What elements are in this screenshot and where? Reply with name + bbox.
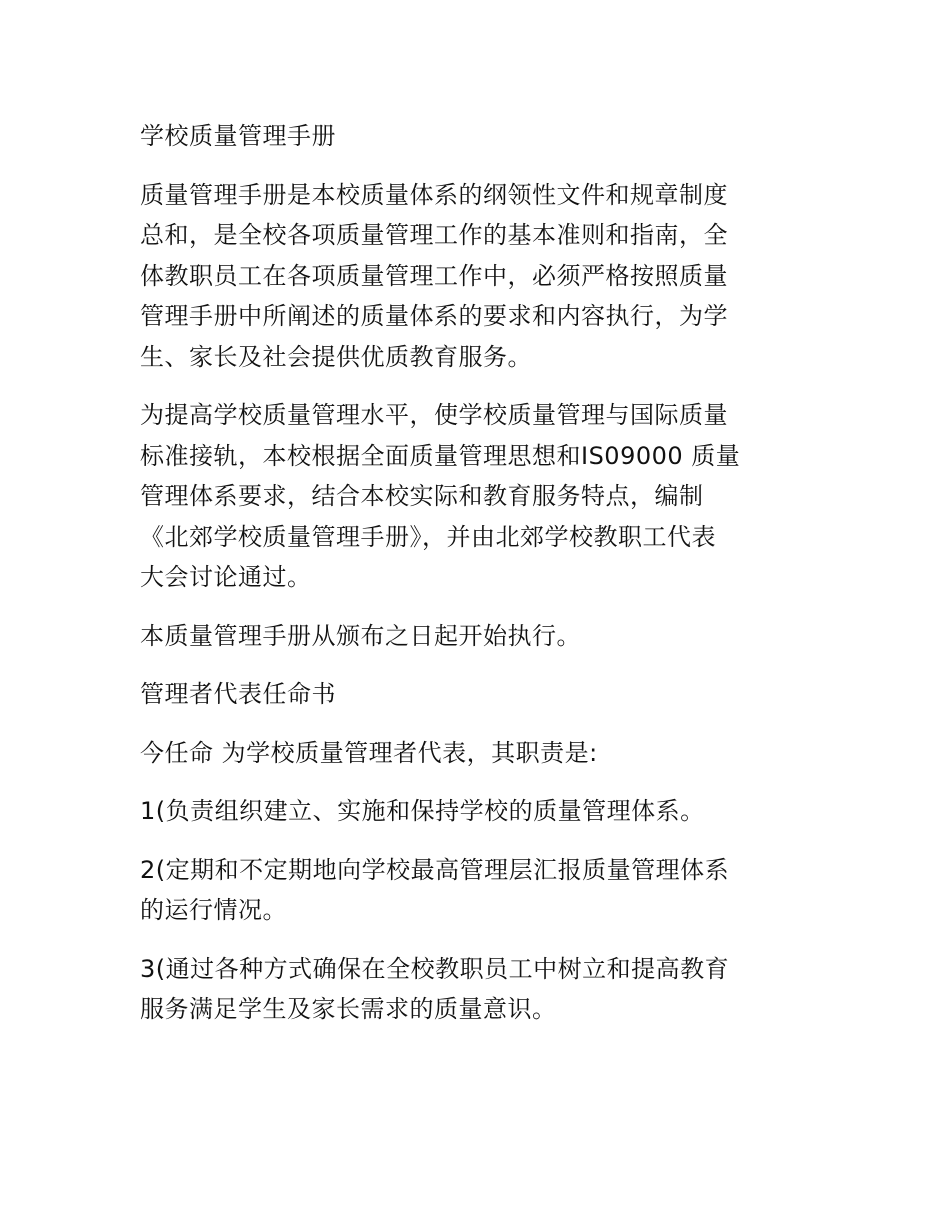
text-line: 体教职员工在各项质量管理工作中，必须严格按照质量	[140, 261, 728, 290]
appointment-intro	[140, 733, 810, 774]
text-line: 3(通过各种方式确保在全校教职员工中树立和提高教育	[140, 954, 730, 983]
appointment-heading	[140, 674, 810, 715]
text-line: 今任命 为学校质量管理者代表，其职责是:	[140, 738, 598, 767]
text-line: 管理体系要求，结合本校实际和教育服务特点，编制	[140, 482, 704, 510]
text-line: 总和，是全校各项质量管理工作的基本准则和指南，全	[140, 221, 728, 249]
text-line: 管理手册中所阐述的质量体系的要求和内容执行，为学	[140, 302, 728, 330]
text-line: 质量管理手册是本校质量体系的纲领性文件和规章制度	[140, 180, 728, 209]
text-line: 2(定期和不定期地向学校最高管理层汇报质量管理体系	[140, 855, 730, 884]
text-line: 1(负责组织建立、实施和保持学校的质量管理体系。	[140, 797, 705, 825]
text-line: 《北郊学校质量管理手册》，并由北郊学校教职工代表	[140, 522, 716, 551]
duty-item-1	[140, 791, 810, 832]
duty-item-3	[140, 949, 810, 1030]
duty-item-2	[140, 850, 810, 931]
title-text: 学校质量管理手册	[140, 122, 336, 150]
document-title	[140, 116, 810, 157]
text-line: 标准接轨，本校根据全面质量管理思想和IS09000 质量	[140, 441, 741, 470]
purpose-paragraph	[140, 395, 810, 598]
text-line: 的运行情况。	[140, 896, 287, 924]
text-line: 本质量管理手册从颁布之日起开始执行。	[140, 621, 581, 650]
text-line: 生、家长及社会提供优质教育服务。	[140, 342, 532, 371]
text-line: 大会讨论通过。	[140, 563, 312, 591]
effective-statement	[140, 616, 810, 657]
heading-text: 管理者代表任命书	[140, 680, 336, 708]
text-line: 服务满足学生及家长需求的质量意识。	[140, 995, 557, 1023]
intro-paragraph	[140, 175, 810, 378]
text-line: 为提高学校质量管理水平，使学校质量管理与国际质量	[140, 401, 728, 429]
document-body	[140, 116, 810, 1048]
